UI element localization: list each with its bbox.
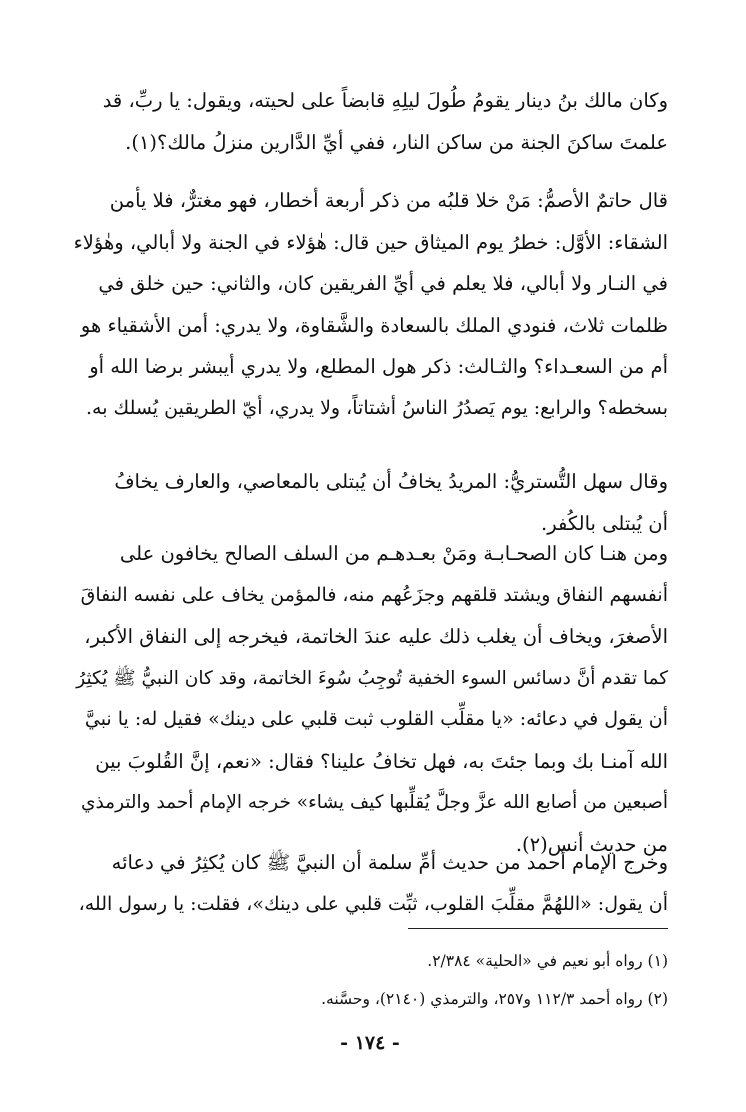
text-line: ومن هنـا كان الصحـابـة ومَنْ بعـدهـم من السلف الصالح يخافون على [119,542,668,565]
text-line: أنفسهم النفاق ويشتد قلقهم وجزَعُهم منه، فالمؤمن يخاف على نفسه النفاقَ [80,583,668,606]
paragraph-hatim-al-asamm [72,180,668,429]
text-line: أن يقول: «اللهُمَّ مقلِّبَ القلوب، ثبِّت قلبي على دينك»، فقلت: يا رسول الله، [78,892,668,915]
text-line: وقال سهل التُّستريُّ: المريدُ يخافُ أن يُبتلى بالمعاصي، والعارف يخافُ [114,470,668,493]
text-line: الأصغرَ، ويخاف أن يغلب ذلك عليه عندَ الخاتمة، فيخرجه إلى النفاق الأكبر، [84,625,668,648]
footnote-1: (١) رواه أبو نعيم في «الحلية» ٢/٣٨٤. [427,952,668,970]
text-line: الشقاء: الأوَّل: خطرُ يوم الميثاق حين قال: هٰؤلاء في الجنة ولا أبالي، وهٰؤلاء [73,230,668,254]
text-line: ظلمات ثلاث، فنودي الملك بالسعادة والشَّقاوة، ولا يدري: أمن الأشقياء هو [80,313,668,337]
text-line: في النـار ولا أبالي، فلا يعلم في أيِّ الفريقين كان، والثاني: حين خلق في [98,272,668,295]
text-line: كما تقدم أنَّ دسائس السوء الخفية تُوجِبُ سُوءَ الخاتمة، وقد كان النبيُّ ﷺ يُكثِرُ [76,667,668,689]
text-line: الله آمنـا بك وبما جئتَ به، فهل تخافُ علينا؟ فقال: «نعم، إنَّ القُلوبَ بين [95,749,668,773]
text-line: علمتَ ساكنَ الجنة من ساكن النار، ففي أيِّ الدَّارين منزلُ مالك؟(١). [125,130,668,154]
text-line: وخرج الإمام أحمد من حديث أمِّ سلمة أن النبيَّ ﷺ كان يُكثِرُ في دعائه [111,851,668,874]
paragraph-companions-fear [72,533,668,865]
book-page [72,70,668,1070]
text-line: أم من السعـداء؟ والثـالث: ذكر هول المطلع، ولا يدري أيبشر برضا الله أو [89,355,668,378]
text-line: أصبعين من أصابع الله عزَّ وجلَّ يُقلِّبها كيف يشاء» خرجه الإمام أحمد والترمذي [80,792,668,813]
footnote-divider [408,928,668,929]
text-line: وكان مالك بنُ دينار يقومُ طُولَ ليلِهِ قابضاً على لحيته، ويقول: يا ربِّ، قد [102,89,668,112]
text-line: من حديث أنس(٢). [515,832,668,856]
text-line: بسخطه؟ والرابع: يوم يَصدُرُ الناسُ أشتاتاً، ولا يدري، أيّ الطريقين يُسلك به. [86,396,668,419]
text-line: أن يُبتلى بالكُفر. [541,511,668,535]
footnote-2: (٢) رواه أحمد ١١٢/٣ و٢٥٧، والترمذي (٢١٤٠)، وحسَّنه. [321,990,668,1008]
paragraph-sahl-al-tustari [72,461,668,544]
text-line: قال حاتمٌ الأصمُّ: مَنْ خلا قلبُه من ذكر أربعة أخطار، فهو مغترٌّ، فلا يأمن [109,189,668,212]
paragraph-umm-salama-hadith [72,842,668,925]
page-number: - ١٧٤ - [340,1032,400,1054]
footnotes [72,942,668,1018]
text-line: أن يقول في دعائه: «يا مقلِّب القلوب ثبت قلبي على دينك» فقيل له: يا نبيَّ [84,708,668,730]
paragraph-malik-ibn-dinar [72,80,668,163]
